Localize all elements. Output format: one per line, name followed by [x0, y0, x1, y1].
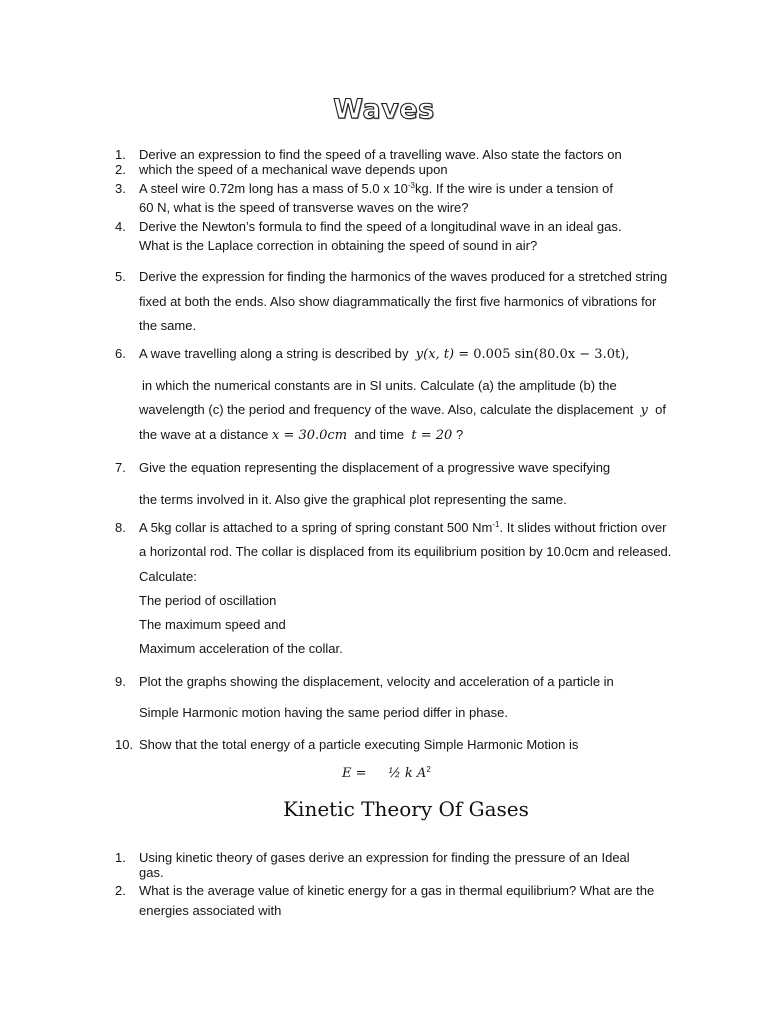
question-5-line-3: the same. [139, 318, 197, 333]
question-number: 4. [115, 219, 126, 234]
question-2-line-1: which the speed of a mechanical wave depends upon [139, 162, 448, 177]
question-number: 2. [115, 883, 126, 898]
question-8-line-3: Calculate: [139, 569, 197, 584]
kinetic-question-2-line-1: What is the average value of kinetic energy for a gas in thermal equilibrium? What are the [139, 883, 655, 898]
question-number: 1. [115, 147, 126, 162]
question-8-line-1: A 5kg collar is attached to a spring of spring constant 500 $Nm^{-1}$. It slides without friction over [139, 520, 667, 535]
question-10-line-1: Show that the total energy of a particle executing Simple Harmonic Motion is [139, 737, 579, 752]
question-7-line-2: the terms involved in it. Also give the graphical plot representing the same. [139, 492, 567, 507]
question-5-line-2: fixed at both the ends. Also show diagrammatically the first five harmonics of vibrations for [139, 294, 657, 309]
question-5-line-1: Derive the expression for finding the harmonics of the waves produced for a stretched string [139, 269, 668, 284]
question-4-line-2: What is the Laplace correction in obtaining the speed of sound in air? [139, 238, 538, 253]
waves-section-title: Waves [333, 94, 435, 125]
question-number: 6. [115, 346, 126, 361]
question-number: 8. [115, 520, 126, 535]
question-8-line-6: Maximum acceleration of the collar. [139, 641, 343, 656]
energy-equation: E = ½ k $A^2$ [342, 765, 431, 781]
question-number: 3. [115, 181, 126, 196]
question-number: 7. [115, 460, 126, 475]
question-8-line-4: The period of oscillation [139, 593, 277, 608]
kinetic-question-2-line-2: energies associated with [139, 903, 282, 918]
question-7-line-1: Give the equation representing the displacement of a progressive wave specifying [139, 460, 611, 475]
question-4-line-1: Derive the Newton’s formula to find the speed of a longitudinal wave in an ideal gas. [139, 219, 622, 234]
question-9-line-2: Simple Harmonic motion having the same period differ in phase. [139, 705, 509, 720]
question-number: 2. [115, 162, 126, 177]
question-6-line-2: in which the numerical constants are in SI units. Calculate (a) the amplitude (b) the [142, 378, 617, 393]
kinetic-question-1-line-1: Using kinetic theory of gases derive an expression for finding the pressure of an Ideal [139, 850, 630, 865]
question-6-line-3: wavelength (c) the period and frequency of the wave. Also, calculate the displacement y of [139, 402, 666, 418]
question-9-line-1: Plot the graphs showing the displacement, velocity and acceleration of a particle in [139, 674, 614, 689]
wave-equation-rhs: = 0.005 sin(80.0x − 3.0t), [454, 347, 630, 362]
kinetic-question-1-line-2: gas. [139, 865, 164, 880]
question-number: 1. [115, 850, 126, 865]
question-8-line-2: a horizontal rod. The collar is displaced from its equilibrium position by 10.0cm and released. [139, 544, 672, 559]
question-6-line-4: the wave at a distance x = 30.0cm and time t = 20 ? [139, 427, 464, 443]
question-number: 5. [115, 269, 126, 284]
kinetic-theory-section-title: Kinetic Theory Of Gases [283, 797, 529, 821]
question-number: 10. [115, 737, 134, 752]
question-number: 9. [115, 674, 126, 689]
question-1-line-1: Derive an expression to find the speed of a travelling wave. Also state the factors on [139, 147, 622, 162]
wave-equation-lhs: y(x, t) [415, 347, 455, 362]
question-6-line-1: A wave travelling along a string is described by y(x, t) = 0.005 sin(80.0x − 3.0t), [139, 346, 630, 362]
question-3-line-2: 60 N, what is the speed of transverse waves on the wire? [139, 200, 469, 215]
question-8-line-5: The maximum speed and [139, 617, 286, 632]
question-3-line-1: A steel wire 0.72m long has a mass of 5.0 x $10^{-3}kg$. If the wire is under a tension of [139, 181, 613, 196]
